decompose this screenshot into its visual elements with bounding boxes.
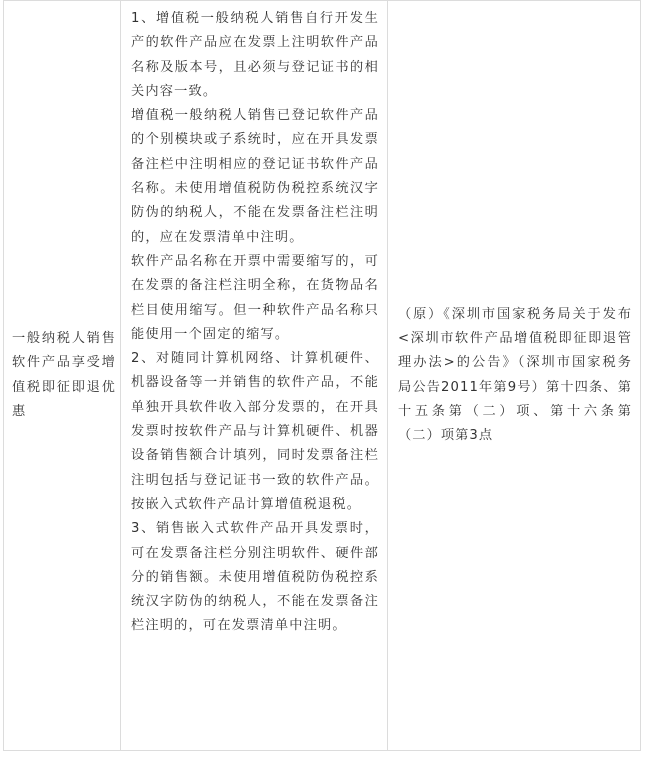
item-text: 一般纳税人销售软件产品享受增值税即征即退优惠 [12, 330, 116, 419]
basis-text: （原）《深圳市国家税务局关于发布<深圳市软件产品增值税即征即退管理办法>的公告》（深圳市国家税务局公告2011年第9号）第十四条、第十五条第（二）项、第十六条第（二）项第3点 [398, 306, 632, 444]
item-cell [4, 1, 121, 751]
requirement-paragraph: 2、对随同计算机网络、计算机硬件、机器设备等一并销售的软件产品，不能单独开具软件收入部分发票的，在开具发票时按软件产品与计算机硬件、机器设备销售额合计填列，同时发票备注栏注明包括与登记证书一致的软件产品。按嵌入式软件产品计算增值税退税。 [131, 351, 379, 512]
requirements-cell [121, 1, 388, 751]
table-row [4, 1, 641, 751]
policy-table [3, 0, 641, 751]
requirement-paragraph: 软件产品名称在开票中需要缩写的，可在发票的备注栏注明全称，在货物品名栏目使用缩写。但一种软件产品名称只能使用一个固定的缩写。 [131, 253, 379, 342]
requirement-paragraph: 增值税一般纳税人销售已登记软件产品的个别模块或子系统时，应在开具发票备注栏中注明相应的登记证书软件产品名称。未使用增值税防伪税控系统汉字防伪的纳税人，不能在发票备注栏注明的，应在发票清单中注明。 [131, 108, 379, 245]
basis-cell [388, 1, 641, 751]
requirement-paragraph: 3、销售嵌入式软件产品开具发票时，可在发票备注栏分别注明软件、硬件部分的销售额。未使用增值税防伪税控系统汉字防伪的纳税人，不能在发票备注栏注明的，可在发票清单中注明。 [131, 521, 379, 634]
requirement-paragraph: 1、增值税一般纳税人销售自行开发生产的软件产品应在发票上注明软件产品名称及版本号，且必须与登记证书的相关内容一致。 [131, 11, 379, 99]
